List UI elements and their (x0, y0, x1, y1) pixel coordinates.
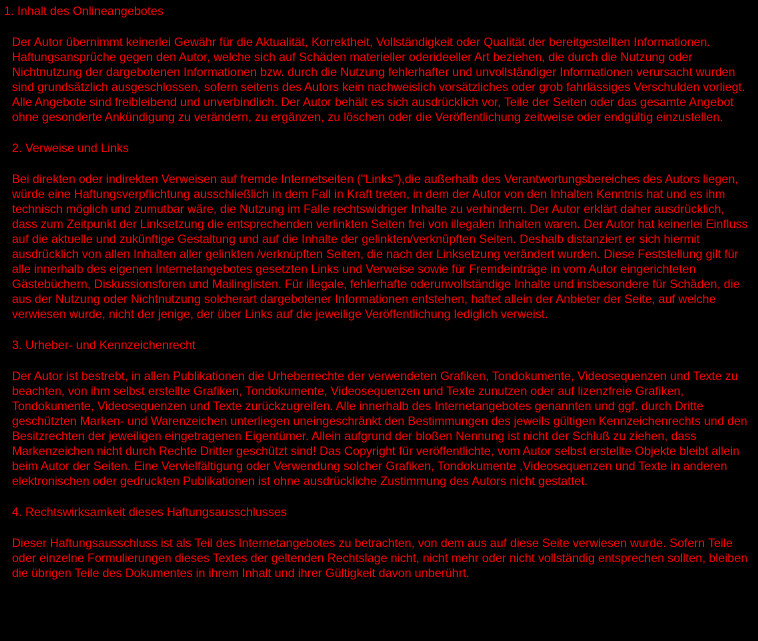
section-1-body: Der Autor übernimmt keinerlei Gewähr für die Aktualität, Korrektheit, Vollständigkeit oder Qualität der bereitgestellten Informationen. Haftungsansprüche gegen den Autor, welche sich auf Schäden materieller oderideeller Art beziehen, die durch die Nutzung oder Nichtnutzung der dargebotenen Informationen bzw. durch die Nutzung fehlerhafter und unvollständiger Informationen verursacht wurden sind grundsätzlich ausgeschlossen, sofern seitens des Autors kein nachweislich vorsätzliches oder grob fahrlässiges Verschulden vorliegt. Alle Angebote sind freibleibend und unverbindlich. Der Autor behält es sich ausdrücklich vor, Teile der Seiten oder das gesamte Angebot ohne gesonderte Ankündigung zu verändern, zu ergänzen, zu löschen oder die Veröffentlichung zeitweise oder endgültig einzustellen. (12, 35, 746, 124)
section-2-heading: 2. Verweise und Links (12, 141, 129, 155)
section-4-heading: 4. Rechtswirksamkeit dieses Haftungsausschlusses (12, 505, 287, 519)
section-1-heading: 1. Inhalt des Onlineangebotes (4, 4, 164, 18)
section-3-body: Der Autor ist bestrebt, in allen Publikationen die Urheberrechte der verwendeten Grafiken, Tondokumente, Videosequenzen und Texte zu beachten, von ihm selbst erstellte Grafiken, Tondokumente, Videosequenzen und Texte zunutzen oder auf lizenzfreie Grafiken, Tondokumente, Videosequenzen und Texte zurückzugreifen. Alle innerhalb des Internetangebotes genannten und ggf. durch Dritte geschützten Marken- und Warenzeichen unterliegen uneingeschränkt den Bestimmungen des jeweils gültigen Kennzeichenrechts und den Besitzrechten der jeweiligen eingetragenen Eigentümer. Allein aufgrund der bloßen Nennung ist nicht der Schluß zu ziehen, dass Markenzeichen nicht durch Rechte Dritter geschützt sind! Das Copyright für veröffentlichte, vom Autor selbst erstellte Objekte bleibt allein beim Autor der Seiten. Eine Vervielfältigung oder Verwendung solcher Grafiken, Tondokumente ,Videosequenzen und Texte in anderen elektronischen oder gedruckten Publikationen ist ohne ausdrückliche Zustimmung des Autors nicht gestattet. (12, 369, 748, 488)
section-3-heading: 3. Urheber- und Kennzeichenrecht (12, 338, 196, 352)
section-4-body: Dieser Haftungsausschluss ist als Teil des Internetangebotes zu betrachten, von dem aus auf diese Seite verwiesen wurde. Sofern Teile oder einzelne Formulierungen dieses Textes der geltenden Rechtslage nicht, nicht mehr oder nicht vollständig entsprechen sollten, bleiben die übrigen Teile des Dokumentes in ihrem Inhalt und ihrer Gültigkeit davon unberührt. (12, 536, 748, 580)
section-2-body: Bei direkten oder indirekten Verweisen auf fremde Internetseiten ("Links"),die außerhalb des Verantwortungsbereiches des Autors liegen, würde eine Haftungsverpflichtung ausschließlich in dem Fall in Kraft treten, in dem der Autor von den Inhalten Kenntnis hat und es ihm technisch möglich und zumutbar wäre, die Nutzung im Falle rechtswidriger Inhalte zu verhindern. Der Autor erklärt daher ausdrücklich, dass zum Zeitpunkt der Linksetzung die entsprechenden verlinkten Seiten frei von illegalen Inhalten waren. Der Autor hat keinerlei Einfluss auf die aktuelle und zukünftige Gestaltung und auf die Inhalte der gelinkten/verknüpften Seiten. Deshalb distanziert er sich hiermit ausdrücklich von allen Inhalten aller gelinkten /verknüpften Seiten, die nach der Linksetzung verändert wurden. Diese Feststellung gilt für alle innerhalb des eigenen Internetangebotes gesetzten Links und Verweise sowie für Fremdeinträge in vom Autor eingerichteten Gästebüchern, Diskussionsforen und Mailinglisten. Für illegale, fehlerhafte oderunvollständige Inhalte und insbesondere für Schäden, die aus der Nutzung oder Nichtnutzung solcherart dargebotener Informationen entstehen, haftet allein der Anbieter der Seite, auf welche verwiesen wurde, nicht der jenige, der über Links auf die jeweilige Veröffentlichung lediglich verweist. (12, 172, 748, 321)
